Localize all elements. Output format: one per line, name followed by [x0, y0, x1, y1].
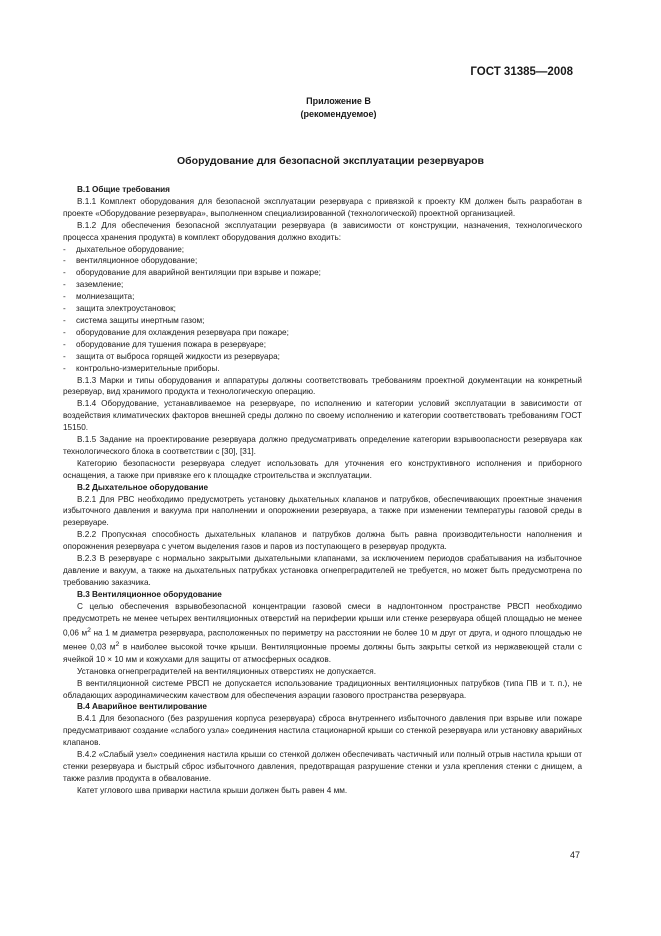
text-run: в наиболее высокой точке крыши. Вентиляционные проемы должны быть закрыты сеткой из нержавеющей стали с ячейкой 10 × 10 мм и кожухами для защиты от атмосферных осадков.: [63, 642, 582, 664]
paragraph: В.1.5 Задание на проектирование резервуара должно предусматривать определение категории взрывоопасности резервуара как технологического блока в соответствии с [30], [31].: [63, 435, 582, 456]
list-item: - оборудование для тушения пожара в резервуаре;: [63, 339, 582, 351]
list-item: - молниезащита;: [63, 291, 582, 303]
paragraph: В вентиляционной системе РВСП не допускается использование традиционных вентиляционных патрубков (типа ПВ и т. п.), не обладающих аэродинамическим качеством для обеспечения аэрации газового пространства резервуара.: [63, 678, 582, 700]
appendix-title: Приложение В: [306, 96, 371, 106]
list-item: - вентиляционное оборудование;: [63, 255, 582, 267]
section-heading: В.3 Вентиляционное оборудование: [77, 589, 222, 599]
paragraph: В.1.4 Оборудование, устанавливаемое на резервуаре, по исполнению и категории условий эксплуатации в зависимости от воздействия климатических факторов внешней среды должно по своему исполнению и категории соответствовать требованиям ГОСТ 15150.: [63, 399, 582, 433]
paragraph: В.2.3 В резервуаре с нормально закрытыми дыхательными клапанами, за исключением периодов срабатывания на избыточное давление и вакуум, а также на дыхательных патрубках установка огнепреградителей не требуется, но может быть предусмотрена по требованию заказчика.: [63, 554, 582, 587]
list-item: - защита электроустановок;: [63, 303, 582, 315]
paragraph: В.1.3 Марки и типы оборудования и аппаратуры должны соответствовать требованиям проектной документации на конкретный резервуар, вид хранимого продукта и технологическую операцию.: [63, 375, 582, 397]
appendix-subtitle: (рекомендуемое): [300, 109, 377, 119]
paragraph: В.1.1 Комплект оборудования для безопасной эксплуатации резервуара с привязкой к проекту КМ должен быть разработан в проекте «Оборудование резервуара», выполненном специализированной (технологической) проектной организацией.: [63, 196, 582, 218]
paragraph: В.1.2 Для обеспечения безопасной эксплуатации резервуара (в зависимости от конструкции, назначения, технологического процесса хранения продукта) в комплект оборудования должно входить:: [63, 220, 582, 242]
paragraph: В.4.2 «Слабый узел» соединения настила крыши со стенкой должен обеспечивать частичный или полный отрыв настила крыши от стенки резервуара и быстрый сброс избыточного давления, предотвращая разрушение стенки и узла крепления стенки с днищем, а также разлив продукта в обвалование.: [63, 750, 582, 783]
superscript: 2: [87, 626, 91, 634]
section-heading: В.2 Дыхательное оборудование: [77, 482, 209, 492]
list-item: - оборудование для охлаждения резервуара при пожаре;: [63, 327, 582, 339]
paragraph: [63, 601, 582, 666]
list-item: - оборудование для аварийной вентиляции при взрыве и пожаре;: [63, 267, 582, 279]
paragraph: Катет углового шва приварки настила крыши должен быть равен 4 мм.: [77, 785, 348, 795]
list-item: - защита от выброса горящей жидкости из резервуара;: [63, 351, 582, 363]
appendix-header: [0, 95, 661, 121]
text-run: на 1 м диаметра резервуара, расположенных по периметру на расстоянии не более 10 м друг от друга, и одного площадью не менее 0,03 м: [63, 628, 583, 652]
paragraph: В.4.1 Для безопасного (без разрушения корпуса резервуара) сброса внутреннего избыточного давления при взрыве или пожаре предусматривают создание «слабого узла» соединения настила стационарной крыши со стенкой резервуара или установку аварийных клапанов.: [63, 714, 582, 748]
paragraph: В.2.1 Для РВС необходимо предусмотреть установку дыхательных клапанов и патрубков, обеспечивающих проектные значения избыточного давления и вакуума при наполнении и опорожнении резервуара, а также при изменении температуры газовой среды в резервуаре.: [63, 494, 582, 528]
page-title: Оборудование для безопасной эксплуатации резервуаров: [177, 155, 484, 167]
text-run: С целью обеспечения взрывобезопасной концентрации газовой смеси в надпонтонном пространстве РВСП необходимо предусмотреть не менее четырех вентиляционных отверстий на периферии крыши или стенке резервуара общей площадью не менее 0,06 м: [63, 601, 582, 638]
list-item: - контрольно-измерительные приборы.: [63, 363, 582, 375]
document-body: [63, 184, 582, 797]
list-item: - система защиты инертным газом;: [63, 315, 582, 327]
paragraph: Установка огнепреградителей на вентиляционных отверстиях не допускается.: [77, 666, 376, 676]
document-code: ГОСТ 31385—2008: [470, 66, 573, 78]
paragraph: Категорию безопасности резервуара следует использовать для уточнения его конструктивного исполнения и приборного оснащения, а также при привязке его к площадке строительства и эксплуатации.: [63, 458, 582, 480]
equipment-list: [63, 244, 582, 375]
paragraph: В.2.2 Пропускная способность дыхательных клапанов и патрубков должна быть равна производительности наполнения и опорожнения резервуара с учетом выделения газов и паров из поступающего в резервуар продукта.: [63, 530, 582, 552]
section-heading: В.4 Аварийное вентилирование: [77, 702, 207, 712]
list-item: - заземление;: [63, 279, 582, 291]
superscript: 2: [115, 641, 120, 649]
list-item: - дыхательное оборудование;: [63, 244, 582, 256]
section-heading: В.1 Общие требования: [77, 185, 170, 194]
page-number: 47: [569, 850, 580, 860]
